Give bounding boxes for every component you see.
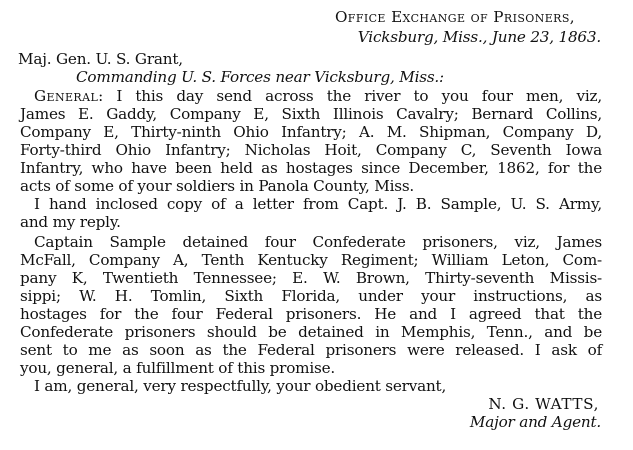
- body-line-11: pany K, Twentieth Tennessee; E. W. Brown, Thirty-seventh Missis-: [20, 269, 602, 287]
- signer-title: Major and Agent.: [469, 413, 601, 431]
- signature: N. G. WATTS,: [488, 395, 599, 413]
- body-line-1-rest: : I this day send across the river to you four men, viz,: [98, 87, 602, 105]
- body-line-5: Infantry, who have been held as hostages since December, 1862, for the: [20, 159, 602, 177]
- body-line-6: acts of some of your soldiers in Panola County, Miss.: [20, 177, 415, 195]
- body-line-15: sent to me as soon as the Federal prisoners were released. I ask of: [20, 341, 602, 359]
- body-line-16: you, general, a fulfillment of this promise.: [20, 359, 336, 377]
- body-line-14: Confederate prisoners should be detained in Memphis, Tenn., and be: [20, 323, 602, 341]
- addressee-title: Commanding U. S. Forces near Vicksburg, Miss.:: [76, 68, 444, 86]
- body-line-13: hostages for the four Federal prisoners. He and I agreed that the: [20, 305, 602, 323]
- place-date: Vicksburg, Miss., June 23, 1863.: [357, 28, 601, 46]
- addressee-name: Maj. Gen. U. S. Grant,: [18, 50, 183, 68]
- salutation-lead: General: [34, 87, 99, 105]
- body-line-2: James E. Gaddy, Company E, Sixth Illinois Cavalry; Bernard Collins,: [20, 105, 602, 123]
- body-line-8: and my reply.: [20, 213, 121, 231]
- body-line-7: I hand inclosed copy of a letter from Capt. J. B. Sample, U. S. Army,: [34, 195, 602, 213]
- body-line-12: sippi; W. H. Tomlin, Sixth Florida, under your instructions, as: [20, 287, 602, 305]
- body-line-4: Forty-third Ohio Infantry; Nicholas Hoit, Company C, Seventh Iowa: [20, 141, 602, 159]
- body-line-3: Company E, Thirty-ninth Ohio Infantry; A. M. Shipman, Company D,: [20, 123, 602, 141]
- body-line-9: Captain Sample detained four Confederate prisoners, viz, James: [34, 233, 602, 251]
- body-line-10: McFall, Company A, Tenth Kentucky Regiment; William Leton, Com-: [20, 251, 602, 269]
- complimentary-close: I am, general, very respectfully, your obedient servant,: [34, 377, 447, 395]
- body-line-1: [34, 87, 602, 105]
- office-heading: Office Exchange of Prisoners,: [334, 8, 575, 26]
